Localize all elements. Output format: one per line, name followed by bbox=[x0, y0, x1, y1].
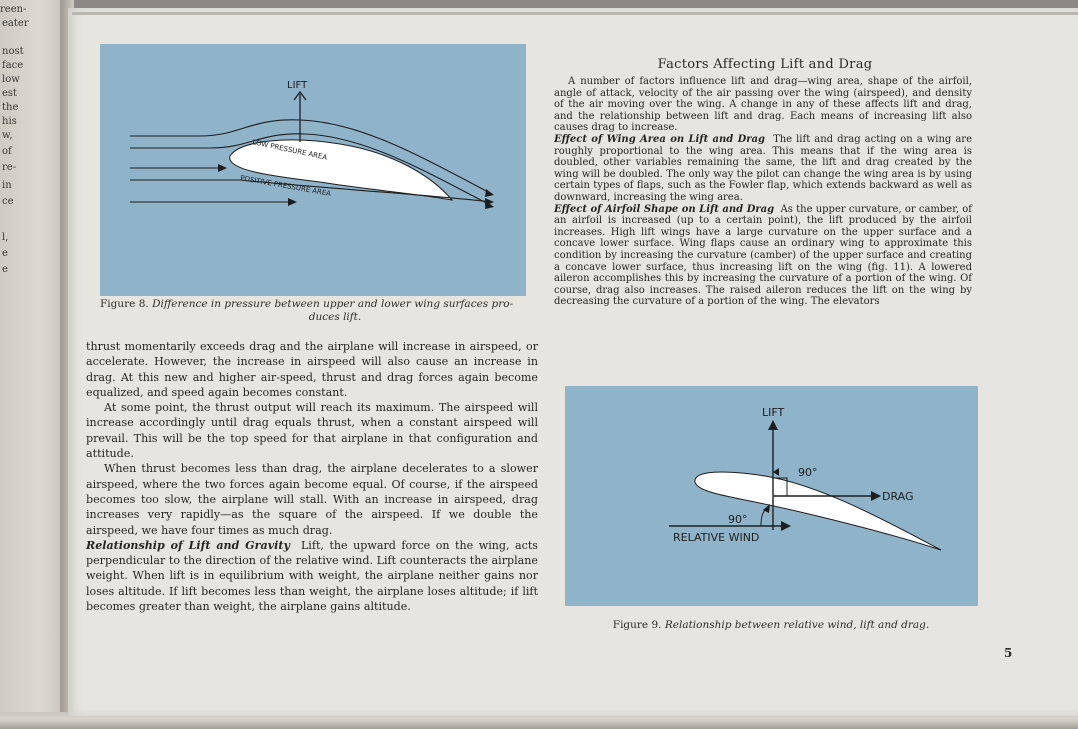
page-top-edge bbox=[72, 12, 1078, 15]
left-page-text-fragment: e bbox=[2, 248, 8, 259]
page-number: 5 bbox=[1004, 646, 1013, 660]
figure-9-caption bbox=[566, 619, 976, 632]
arrowhead bbox=[288, 198, 297, 206]
left-page-text-fragment: face bbox=[2, 60, 24, 71]
paragraph: thrust momentarily exceeds drag and the airplane will increase in airspeed, or accelerate. However, the increase in airspeed will also cause an increase in drag. At this new and higher air-speed, thrust and drag forces again become equalized, and speed again becomes constant. bbox=[86, 340, 538, 399]
left-page-fragment bbox=[0, 0, 66, 720]
left-page-text-fragment: of bbox=[2, 146, 12, 157]
lower-angle-label: 90° bbox=[728, 513, 748, 526]
relative-wind-arrowhead bbox=[781, 521, 791, 531]
left-page-text-fragment: l, bbox=[2, 232, 9, 243]
figure-8-pressure-diagram bbox=[100, 44, 526, 296]
paragraph: At some point, the thrust output will reach its maximum. The airspeed will increase accordingly until drag equals thrust, when a constant airspeed will prevail. This will be the top speed for that airplane in that configuration and attitude. bbox=[86, 401, 538, 461]
paragraph-text: Lift, the upward force on the wing, acts perpendicular to the direction of the relative wind. Lift counteracts the airplane weight. When lift is in equilibrium with weight, the airplane neither gains nor loses altitude. If lift becomes less than weight, the airplane loses altitude; if lift becomes greater than weight, the airplane gains altitude. bbox=[86, 538, 538, 614]
left-page-text-fragment: w, bbox=[2, 130, 13, 141]
upper-angle-label: 90° bbox=[798, 466, 818, 479]
right-column-text bbox=[554, 76, 972, 308]
figure-8-svg bbox=[100, 44, 526, 296]
left-page-text-fragment: his bbox=[2, 116, 17, 127]
left-page-text-fragment: re- bbox=[2, 162, 17, 173]
figure-9-svg bbox=[565, 386, 978, 606]
left-page-text-fragment: in bbox=[2, 180, 12, 191]
arrowhead bbox=[218, 164, 227, 172]
section-heading: Relationship of Lift and Gravity bbox=[86, 538, 290, 552]
paragraph bbox=[86, 538, 538, 614]
paragraph: When thrust becomes less than drag, the airplane decelerates to a slower airspeed, where the two forces again become equal. Of course, if the airspeed becomes too slow, the airplane will stall. With an increase in airspeed, drag increases very rapidly—as the square of the airspeed. If we double the airspeed, we have four times as much drag. bbox=[86, 462, 538, 537]
arrowhead bbox=[485, 189, 494, 197]
figure-8-caption-prefix: Figure 8. bbox=[100, 298, 149, 310]
left-page-text-fragment: low bbox=[2, 74, 20, 85]
left-page-text-fragment: eater bbox=[2, 18, 29, 29]
drag-arrowhead bbox=[871, 491, 881, 501]
left-column-text bbox=[86, 339, 538, 614]
figure-9-drag-label: DRAG bbox=[882, 490, 914, 503]
figure-9-caption-text: Relationship between relative wind, lift and drag. bbox=[664, 619, 930, 631]
figure-9-lift-label: LIFT bbox=[762, 406, 785, 419]
positive-pressure-label: POSITIVE PRESSURE AREA bbox=[239, 174, 332, 198]
low-pressure-label: LOW PRESSURE AREA bbox=[251, 138, 328, 162]
section-title: Factors Affecting Lift and Drag bbox=[657, 57, 873, 72]
section-heading: Effect of Wing Area on Lift and Drag bbox=[554, 133, 766, 145]
figure-8-caption bbox=[100, 298, 530, 324]
left-page-text-fragment: nost bbox=[2, 46, 24, 57]
figure-8-caption-text: Difference in pressure between upper and lower wing surfaces pro- bbox=[152, 298, 514, 310]
lift-arrowhead bbox=[768, 420, 778, 430]
paragraph bbox=[554, 134, 972, 204]
paragraph-text: As the upper curvature, or camber, of an airfoil is increased (up to a certain point), the lift produced by the airfoil increases. High lift wings have a large curvature on the upper surface and a concave lower surface. Wing flaps cause an ordinary wing to approximate this condition by increasing the curvature (camber) of the upper surface and creating a concave lower surface, thus increasing lift on the wing (fig. 11). A lowered aileron accomplishes this by increasing the curvature of a portion of the wing. Of course, drag also increases. The raised aileron reduces the lift on the wing by decreasing the curvature of a portion of the wing. The elevators bbox=[554, 203, 973, 308]
figure-8-lift-label: LIFT bbox=[287, 80, 308, 91]
section-heading: Effect of Airfoil Shape on Lift and Drag bbox=[554, 203, 775, 215]
paragraph: A number of factors influence lift and drag—wing area, shape of the airfoil, angle of attack, velocity of the air passing over the wing (airspeed), and density of the air moving over the wing. A change in any of these affects lift and drag, and the relationship between lift and drag. Each means of increasing lift also causes drag to increase. bbox=[554, 76, 972, 134]
airfoil-shape bbox=[230, 140, 452, 200]
paragraph bbox=[554, 204, 972, 308]
figure-8-caption-text-2: duces lift. bbox=[308, 311, 362, 323]
figure-9-caption-prefix: Figure 9. bbox=[612, 619, 662, 631]
paragraph-text: The lift and drag acting on a wing are roughly proportional to the wing area. This means that if the wing area is doubled, other variables remaining the same, the lift and drag created by the wing will be doubled. The only way the pilot can change the wing area is by using certain types of flaps, such as the Fowler flap, which extends backward as well as downward, increasing the wing area. bbox=[554, 133, 973, 203]
left-page-text-fragment: the bbox=[2, 102, 19, 113]
angle-arrowhead bbox=[773, 468, 779, 476]
left-page-text-fragment: ce bbox=[2, 196, 14, 207]
relative-wind-label: RELATIVE WIND bbox=[673, 531, 760, 544]
left-page-text-fragment: est bbox=[2, 88, 18, 99]
figure-9-force-diagram bbox=[565, 386, 978, 606]
left-page-text-fragment: e bbox=[2, 264, 8, 275]
left-page-text-fragment: reen- bbox=[0, 4, 27, 15]
